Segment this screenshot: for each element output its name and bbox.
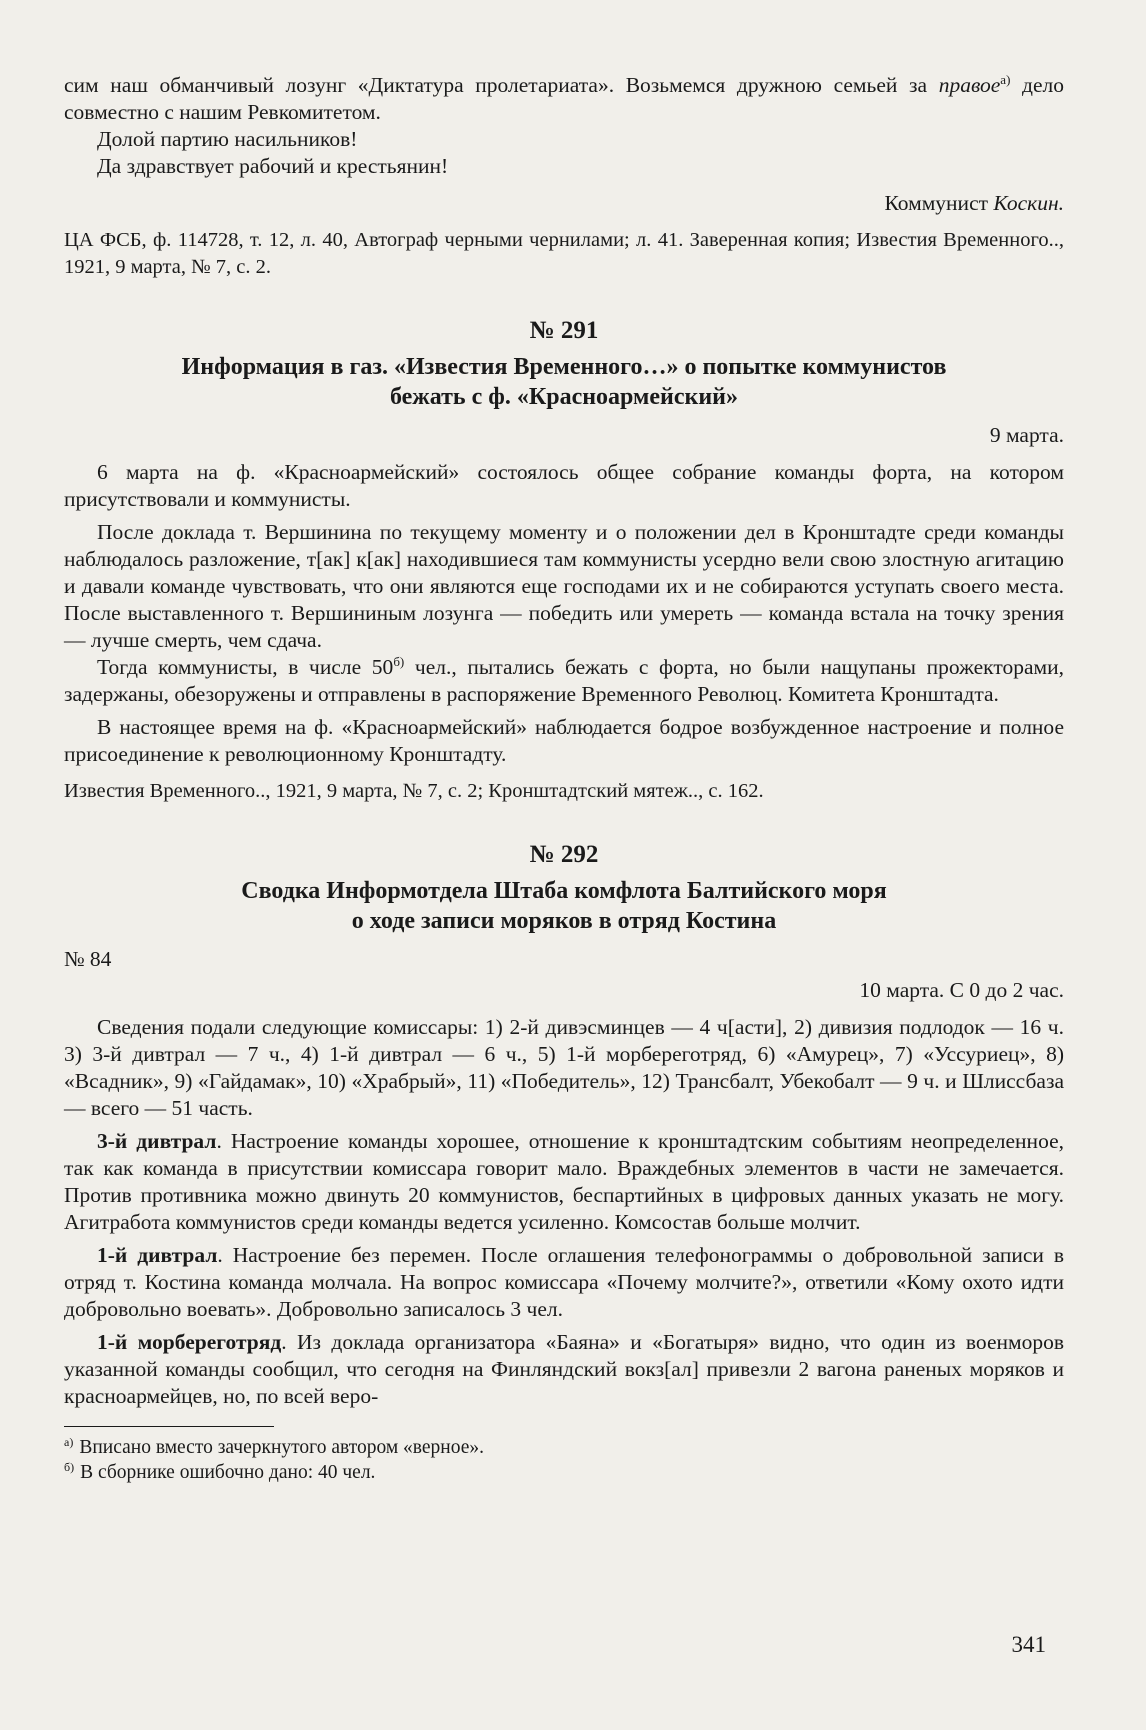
doc291-number: № 291 xyxy=(529,317,599,344)
intro-source: ЦА ФСБ, ф. 114728, т. 12, л. 40, Автограф черными чернилами; л. 41. Заверенная копия; Известия Временного.., 1921, 9 марта, № 7, с. 2. xyxy=(64,229,1064,278)
doc291-paragraph-4: В настоящее время на ф. «Красноармейский» наблюдается бодрое возбужденное настроение и полное присоединение к революционному Кронштадту. xyxy=(64,715,1064,766)
document-page xyxy=(64,72,1064,1485)
doc291-paragraph-3: Тогда коммунисты, в числе 50$^{б)}$ чел., пытались бежать с форта, но были нащупаны прожекторами, задержаны, обезоружены и отправлены в распоряжение Временного Революц. Комитета Кронштадта. xyxy=(64,653,1064,706)
page-number: 341 xyxy=(1011,1632,1046,1657)
doc291-source: Известия Временного.., 1921, 9 марта, № 7, с. 2; Кронштадтский мятеж.., с. 162. xyxy=(64,780,764,802)
doc292-paragraph-1: Сведения подали следующие комиссары: 1) 2-й дивэсминцев — 4 ч[асти], 2) дивизия подлодок — 16 ч. 3) 3-й дивтрал — 7 ч., 4) 1-й дивтрал — 6 ч., 5) 1-й морбереготряд, 6) «Амурец», 7) «Уссуриец», 8) «Всадник», 9) «Гайдамак», 10) «Храбрый», 11) «Победитель», 12) Трансбалт, Убекобалт — 9 ч. и Шлиссбаза — всего — 51 часть. xyxy=(64,1015,1064,1120)
doc291-paragraph-2: После доклада т. Вершинина по текущему моменту и о положении дел в Кронштадте среди команды наблюдалось разложение, т[ак] к[ак] находившиеся там коммунисты усердно вели свою злостную агитацию и давали команде чувствовать, что они являются еще господами их и не собираются уступать своего места. После выставленного т. Вершининым лозунга — победить или умереть — команда встала на точку зрения — лучше смерть, чем сдача. xyxy=(64,520,1064,652)
footnote-divider xyxy=(64,1426,274,1427)
doc291-paragraph-1: 6 марта на ф. «Красноармейский» состоялось общее собрание команды форта, на котором присутствовали и коммунисты. xyxy=(64,460,1064,511)
doc291-title: Информация в газ. «Известия Временного…» о попытке коммунистов бежать с ф. «Красноармейский» xyxy=(181,354,947,410)
doc292-title: Сводка Информотдела Штаба комфлота Балтийского моря о ходе записи моряков в отряд Костина xyxy=(241,878,887,934)
doc291-date: 9 марта. xyxy=(989,423,1064,447)
footnote-ref-a: a) xyxy=(1000,71,1011,87)
doc292-reg-number: № 84 xyxy=(64,947,112,971)
doc292-paragraph-4: 1-й морбереготряд. Из доклада организатора «Баяна» и «Богатыря» видно, что один из военморов указанной команды сообщил, что сегодня на Финляндский вокз[ал] привезли 2 вагона раненых моряков и красноармейцев, но, по всей веро- xyxy=(64,1330,1065,1408)
footnote-a: $^{а)}$ Вписано вместо зачеркнутого автором «верное». xyxy=(64,1434,485,1458)
doc292-paragraph-3: 1-й дивтрал. Настроение без перемен. После оглашения телефонограммы о добровольной записи в отряд т. Костина команда молчала. На вопрос комиссара «Почему молчите?», ответили «Кому охото идти добровольно воевать». Добровольно записалось 3 чел. xyxy=(64,1243,1064,1321)
intro-paragraph: сим наш обманчивый лозунг «Диктатура пролетариата». Возьмемся дружною семьей за правое$^{a)}$ дело совместно с нашим Ревкомитетом. xyxy=(64,71,1064,124)
intro-italic-word: правое xyxy=(938,73,1001,97)
doc292-paragraph-2: 3-й дивтрал. Настроение команды хорошее, отношение к кронштадтским событиям неопределенное, так как команда в присутствии комиссара говорит мало. Враждебных элементов в части не замечается. Против противника можно двинуть 20 коммунистов, беспартийных в цифровых данных указать не могу. Агитработа коммунистов среди команды ведется усиленно. Комсостав больше молчит. xyxy=(64,1129,1064,1234)
intro-author: Коммунист Коскин. xyxy=(884,191,1064,215)
doc292-number: № 292 xyxy=(529,841,599,868)
intro-slogan-2: Да здравствует рабочий и крестьянин! xyxy=(97,154,449,178)
doc292-date: 10 марта. С 0 до 2 час. xyxy=(859,978,1064,1002)
footnotes xyxy=(64,1426,1064,1485)
intro-slogan-1: Долой партию насильников! xyxy=(97,127,358,151)
footnote-b: $^{б)}$ В сборнике ошибочно дано: 40 чел. xyxy=(64,1459,376,1483)
footnote-ref-b: б) xyxy=(393,653,405,669)
